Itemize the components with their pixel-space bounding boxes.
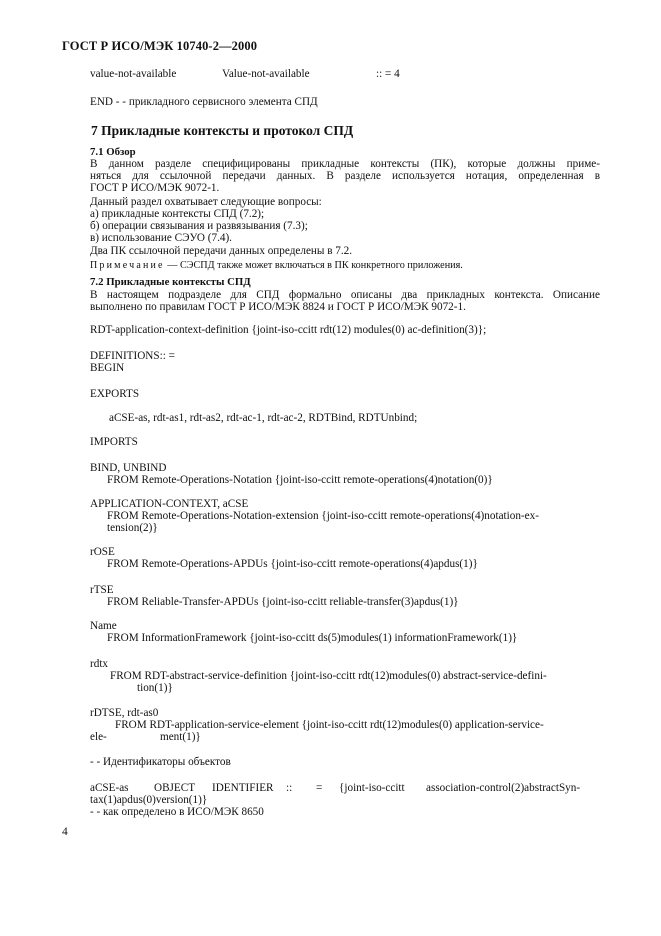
asn-definitions: DEFINITIONS:: = [90, 350, 175, 362]
asn-begin: BEGIN [90, 362, 125, 374]
asn-rdtse-from-line2b: ment(1)} [160, 731, 201, 743]
asn-rdtx-from-line1: FROM RDT-abstract-service-definition {joint-iso-ccitt rdt(12)modules(0) abstract-service-defini- [110, 670, 547, 682]
asn-rtse-name: rTSE [90, 584, 114, 596]
asn-rdtse-from-line2a: ele- [90, 731, 107, 743]
list-item-c: в) использование СЭУО (7.4). [90, 232, 232, 244]
asn-oid-comment: - - Идентификаторы объектов [90, 756, 231, 768]
asn-acse-col5: = [316, 782, 323, 794]
asn-name-from: FROM InformationFramework {joint-iso-ccitt ds(5)modules(1) informationFramework(1)} [107, 632, 518, 644]
end-line: END - - прикладного сервисного элемента СПД [90, 96, 318, 108]
note [90, 260, 463, 273]
asn-def-line: RDT-application-context-definition {joint-iso-ccitt rdt(12) modules(0) ac-definition(3)}; [90, 324, 487, 336]
para-7-1-line2: няться для ссылочной передачи данных. В разделе используется нотация, определенная в [90, 170, 600, 182]
asn-rose-from: FROM Remote-Operations-APDUs {joint-iso-ccitt remote-operations(4)apdus(1)} [107, 558, 478, 570]
note-text: — СЭСПД также может включаться в ПК конкретного приложения. [164, 260, 463, 271]
asn-acse-col6: {joint-iso-ccitt [339, 782, 405, 794]
para-7-2-line1: В настоящем подразделе для СПД формально описаны два прикладных контекста. Описание [90, 289, 600, 301]
asn-exports-list: aCSE-as, rdt-as1, rdt-as2, rdt-ac-1, rdt-ac-2, RDTBind, RDTUnbind; [109, 412, 418, 424]
top-row-col3: :: = 4 [376, 68, 400, 80]
subsection-7-1-title: 7.1 Обзор [90, 146, 136, 158]
asn-acse-line2: tax(1)apdus(0)version(1)} [90, 794, 208, 806]
section-7-title: 7 Прикладные контексты и протокол СПД [91, 123, 354, 138]
asn-name-name: Name [90, 620, 117, 632]
document-header: ГОСТ Р ИСО/МЭК 10740-2—2000 [62, 39, 258, 53]
asn-appctx-from-line2: tension(2)} [107, 522, 158, 534]
list-item-a: а) прикладные контексты СПД (7.2); [90, 208, 265, 220]
list-item-b: б) операции связывания и развязывания (7.3); [90, 220, 308, 232]
para-7-1-line1: В данном разделе специфицированы прикладные контексты (ПК), которые должны приме- [90, 158, 600, 170]
para-7-1-line3: ГОСТ Р ИСО/МЭК 9072-1. [90, 182, 220, 194]
para-7-2-line2: выполнено по правилам ГОСТ Р ИСО/МЭК 8824 и ГОСТ Р ИСО/МЭК 9072-1. [90, 301, 466, 313]
asn-acse-col3: IDENTIFIER [212, 782, 274, 794]
asn-acse-col7: association-control(2)abstractSyn- [426, 782, 581, 794]
asn-acse-col1: aCSE-as [90, 782, 129, 794]
asn-appctx-from-line1: FROM Remote-Operations-Notation-extension {joint-iso-ccitt remote-operations(4)notation-ex- [107, 510, 539, 522]
top-row-col1: value-not-available [90, 68, 177, 80]
note-label: Примечание [90, 260, 165, 271]
two-pk-line: Два ПК ссылочной передачи данных определены в 7.2. [90, 245, 353, 257]
page-number: 4 [62, 826, 68, 838]
asn-bind-from: FROM Remote-Operations-Notation {joint-iso-ccitt remote-operations(4)notation(0)} [107, 474, 493, 486]
asn-acse-col4: :: [286, 782, 293, 794]
para-7-1-intro: Данный раздел охватывает следующие вопросы: [90, 196, 322, 208]
asn-rdtse-from-line1: FROM RDT-application-service-element {joint-iso-ccitt rdt(12)modules(0) application-service- [115, 719, 544, 731]
top-row-col2: Value-not-available [222, 68, 310, 80]
asn-rose-name: rOSE [90, 546, 115, 558]
asn-bind-names: BIND, UNBIND [90, 462, 167, 474]
asn-imports: IMPORTS [90, 436, 138, 448]
asn-rtse-from: FROM Reliable-Transfer-APDUs {joint-iso-ccitt reliable-transfer(3)apdus(1)} [107, 596, 459, 608]
asn-rdtx-from-line2: tion(1)} [137, 682, 173, 694]
asn-appctx-names: APPLICATION-CONTEXT, aCSE [90, 498, 249, 510]
asn-acse-comment: - - как определено в ИСО/МЭК 8650 [90, 806, 264, 818]
asn-rdtse-name: rDTSE, rdt-as0 [90, 707, 159, 719]
asn-acse-col2: OBJECT [154, 782, 196, 794]
subsection-7-2-title: 7.2 Прикладные контексты СПД [90, 276, 251, 288]
asn-exports: EXPORTS [90, 388, 140, 400]
asn-rdtx-name: rdtx [90, 658, 109, 670]
